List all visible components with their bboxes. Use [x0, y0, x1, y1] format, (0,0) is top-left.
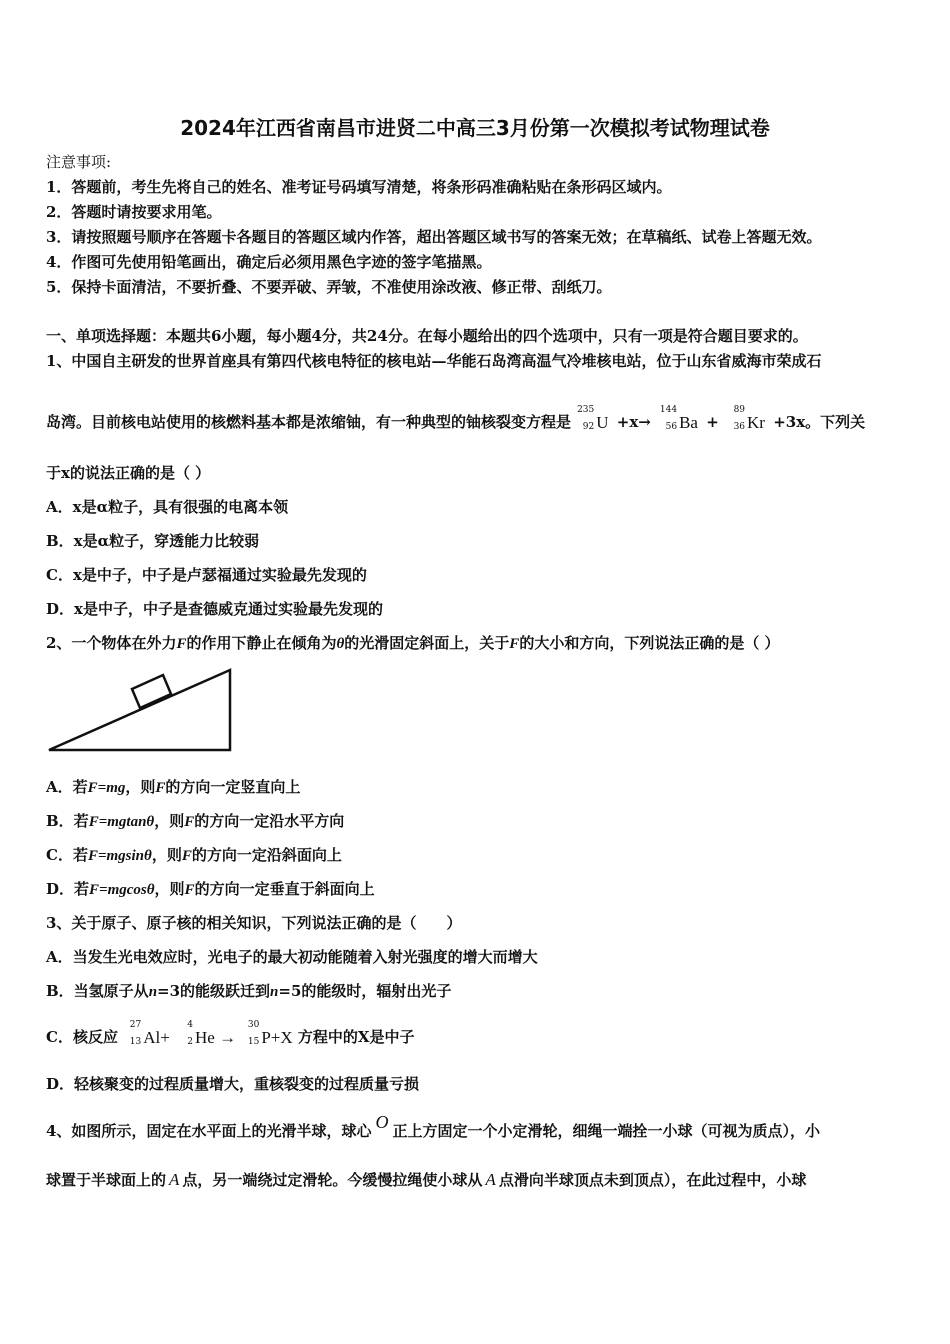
notice-item-3: 3．请按照题号顺序在答题卡各题目的答题区域内作答，超出答题区域书写的答案无效；在草稿纸、试卷上答题无效。 [46, 228, 822, 246]
phosphorus-nuclide: 30 15 P+X [247, 1020, 293, 1047]
q2-stem: 2、一个物体在外力F的作用下静止在倾角为θ的光滑固定斜面上，关于F的大小和方向，下列说法正确的是（ ） [46, 634, 780, 652]
plus-sign: + [706, 413, 719, 431]
q4-line-1: 4、如图所示，固定在水平面上的光滑半球，球心 O 正上方固定一个小定滑轮，细绳一端拴一小球（可视为质点），小 [46, 1112, 820, 1140]
q1-eq-tail: +3x。下列关 [773, 413, 866, 431]
notice-item-4: 4．作图可先使用铅笔画出，确定后必须用黑色字迹的签字笔描黑。 [46, 253, 492, 271]
q2-option-a: A．若F=mg，则F的方向一定竖直向上 [46, 778, 301, 796]
point-a-symbol: A [485, 1170, 496, 1189]
q2-option-c: C．若F=mgsinθ，则F的方向一定沿斜面向上 [46, 846, 342, 864]
q3-option-d: D．轻核聚变的过程质量增大，重核裂变的过程质量亏损 [46, 1075, 420, 1093]
sphere-center-symbol: O [375, 1112, 389, 1132]
q1-option-c: C．x是中子，中子是卢瑟福通过实验最先发现的 [46, 566, 367, 584]
block-on-incline [132, 675, 171, 708]
plus-x-arrow: +x→ [616, 413, 651, 431]
force-symbol: F [509, 636, 520, 652]
q1-line-1: 1、中国自主研发的世界首座具有第四代核电特征的核电站—华能石岛湾高温气冷堆核电站，位于山东省威海市荣成石 [46, 352, 822, 370]
q1-line-2-text: 岛湾。目前核电站使用的核燃料基本都是浓缩铀，有一种典型的铀核裂变方程是 [46, 413, 572, 431]
q2-option-d: D．若F=mgcosθ，则F的方向一定垂直于斜面向上 [46, 880, 375, 898]
notice-heading: 注意事项: [46, 153, 112, 171]
notice-item-5: 5．保持卡面清洁，不要折叠、不要弄破、弄皱，不准使用涂改液、修正带、刮纸刀。 [46, 278, 612, 296]
q2-option-b: B．若F=mgtanθ，则F的方向一定沿水平方向 [46, 812, 345, 830]
q3-option-b: B．当氢原子从n=3的能级跃迁到n=5的能级时，辐射出光子 [46, 982, 452, 1000]
q1-option-d: D．x是中子，中子是查德威克通过实验最先发现的 [46, 600, 383, 618]
q1-option-a: A．x是α粒子，具有很强的电离本领 [46, 498, 289, 516]
notice-item-2: 2．答题时请按要求用笔。 [46, 203, 222, 221]
uranium-nuclide: 235 92 U [577, 405, 609, 432]
section-heading: 一、单项选择题：本题共6小题，每小题4分，共24分。在每小题给出的四个选项中，只有一项是符合题目要求的。 [46, 327, 808, 345]
krypton-nuclide: 89 36 Kr [733, 405, 765, 432]
page-title: 2024年江西省南昌市进贤二中高三3月份第一次模拟考试物理试卷 [180, 116, 770, 140]
q3-option-a: A．当发生光电效应时，光电子的最大初动能随着入射光强度的增大而增大 [46, 948, 538, 966]
theta-symbol: θ [336, 636, 345, 652]
force-symbol: F [176, 636, 187, 652]
q4-line-2: 球置于半球面上的 A 点，另一端绕过定滑轮。今缓慢拉绳使小球从 A 点滑向半球顶点未到顶点），在此过程中，小球 [46, 1170, 807, 1189]
incline-diagram [44, 668, 236, 754]
aluminium-nuclide: 27 13 Al+ [129, 1020, 170, 1047]
q3-option-c: C．核反应 27 13 Al+ 4 2 He → 30 15 P+X 方程中的X是中子 [46, 1020, 415, 1047]
q1-line-3: 于x的说法正确的是（ ） [46, 464, 211, 482]
notice-item-1: 1．答题前，考生先将自己的姓名、准考证号码填写清楚，将条形码准确粘贴在条形码区域内。 [46, 178, 672, 196]
incline-triangle [49, 670, 230, 750]
helium-nuclide: 4 2 He → [187, 1020, 237, 1047]
point-a-symbol: A [169, 1170, 180, 1189]
q1-line-2 [46, 405, 868, 433]
q1-option-b: B．x是α粒子，穿透能力比较弱 [46, 532, 260, 550]
barium-nuclide: 144 56 Ba [659, 405, 698, 432]
q3-stem: 3、关于原子、原子核的相关知识，下列说法正确的是（ ） [46, 914, 462, 932]
